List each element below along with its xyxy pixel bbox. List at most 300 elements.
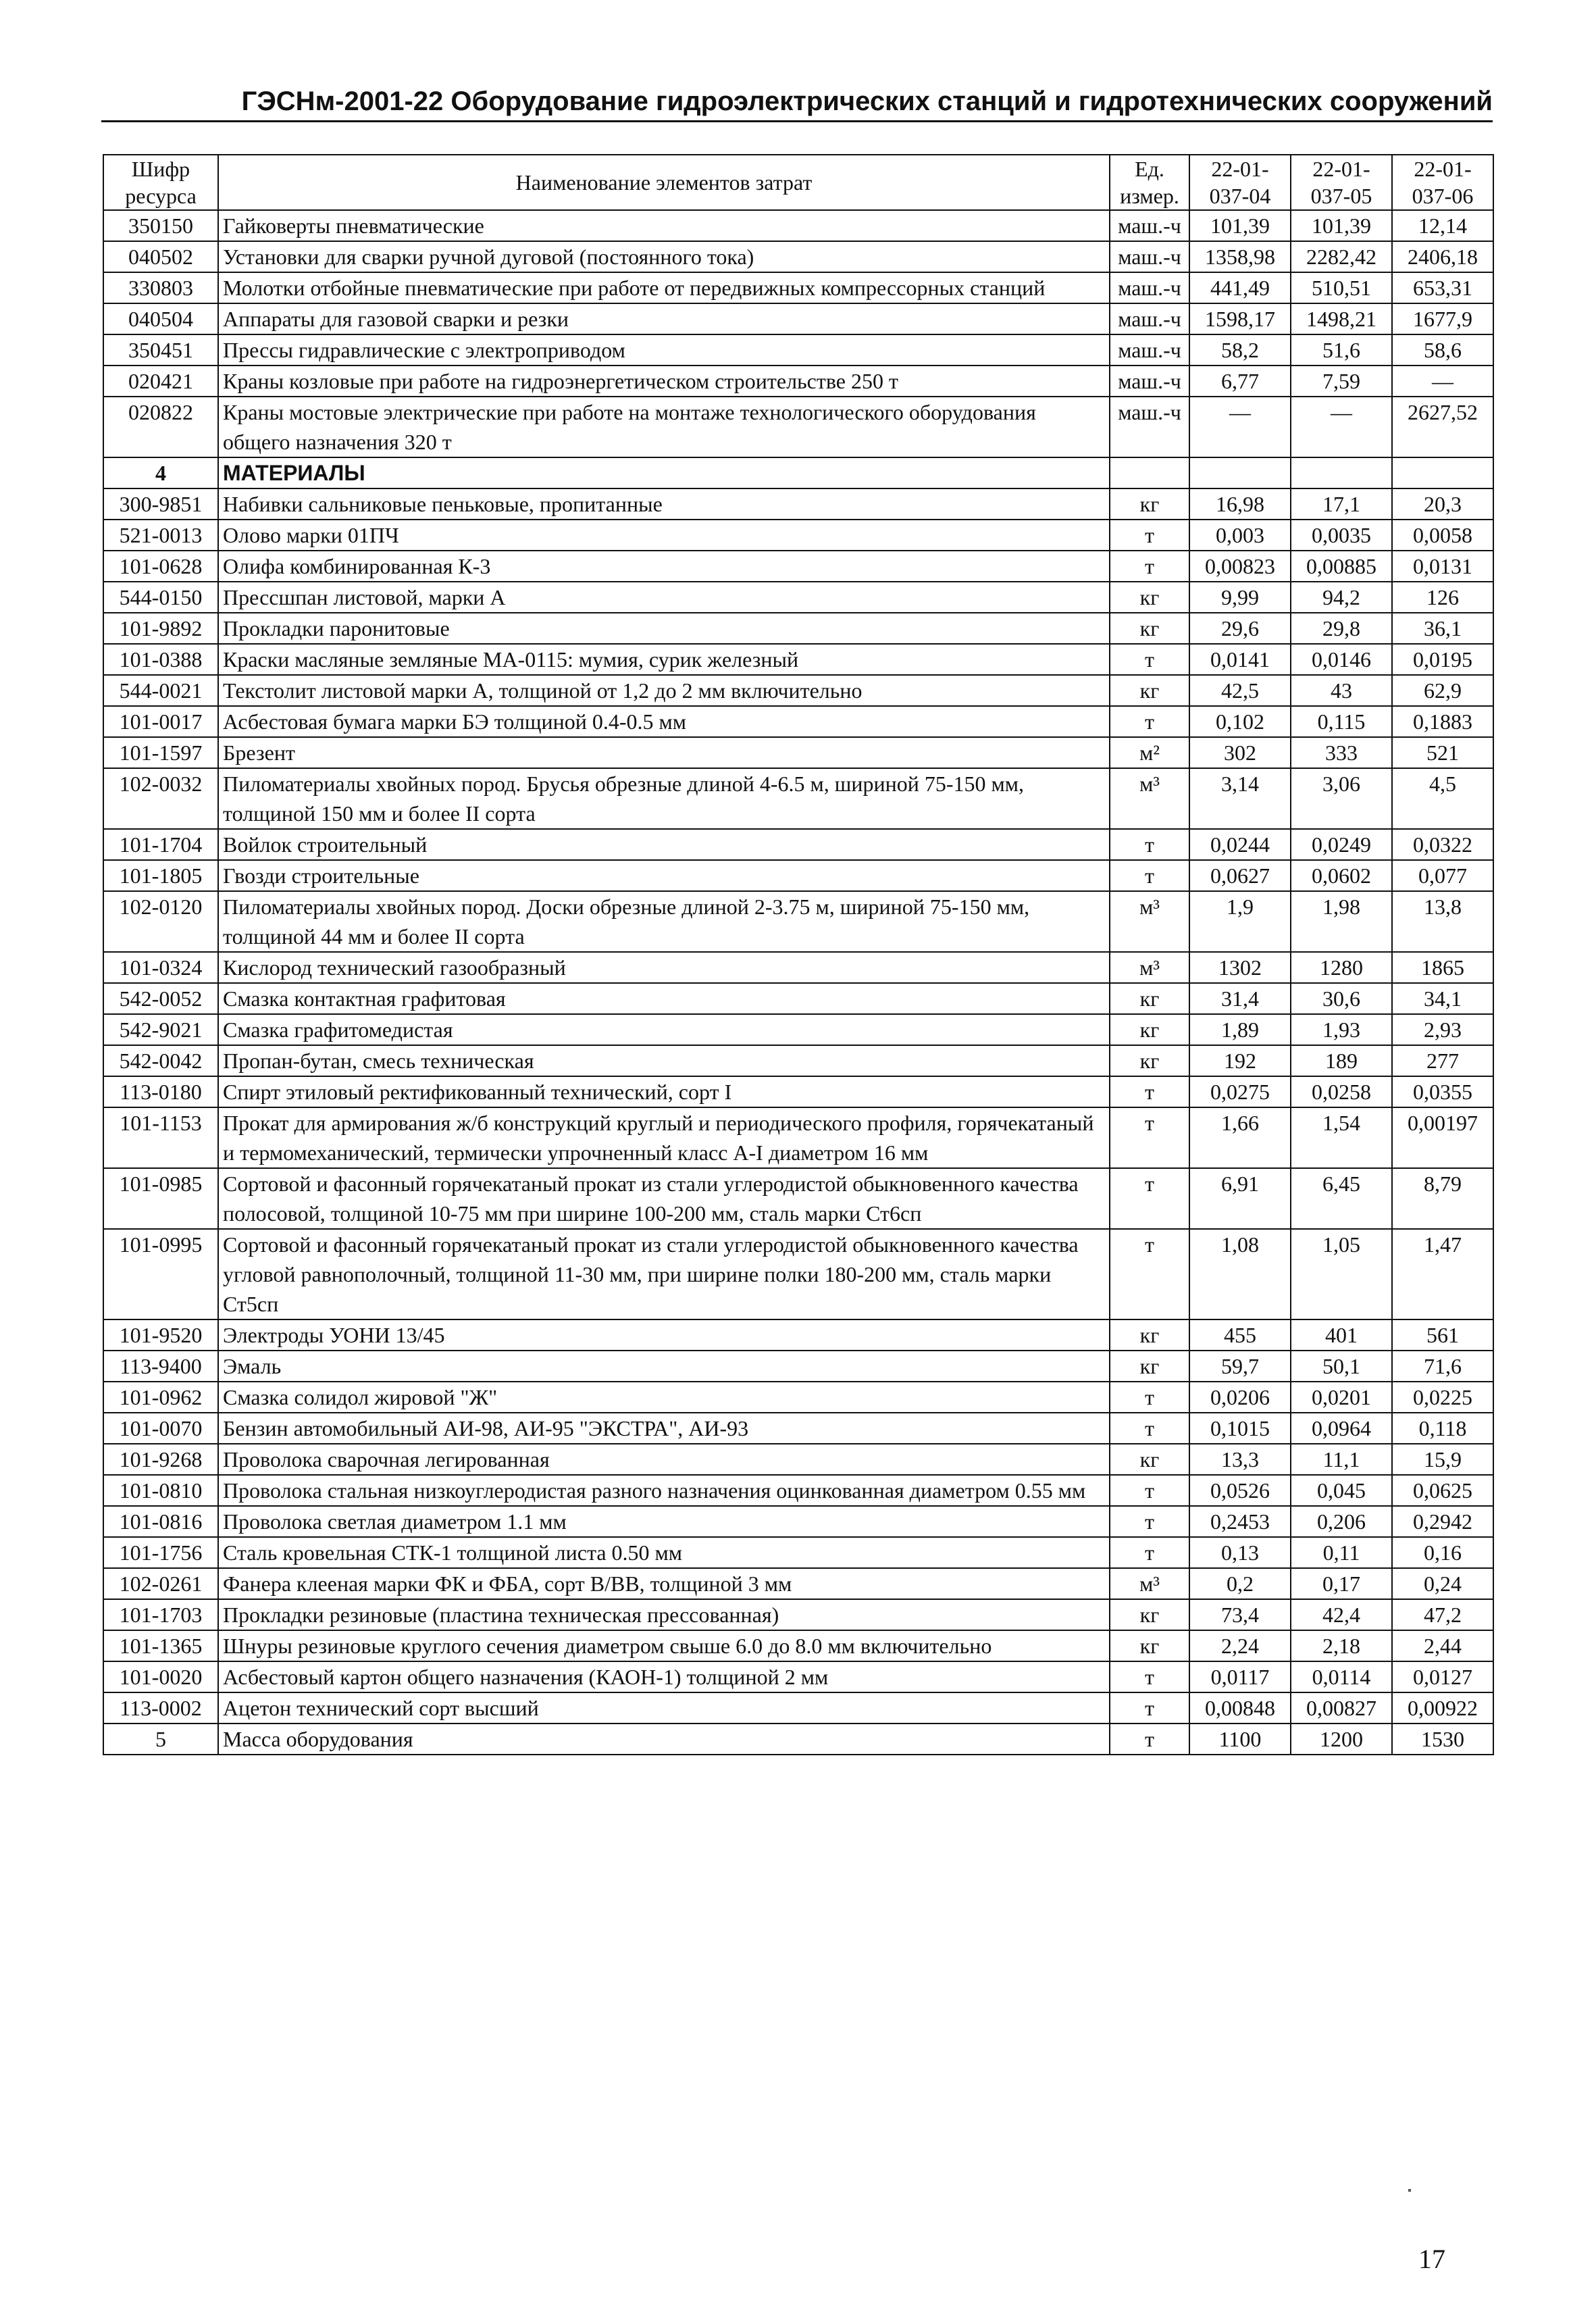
resource-name: Проволока светлая диаметром 1.1 мм (218, 1506, 1110, 1537)
value-037-04: 0,0117 (1189, 1661, 1291, 1692)
table-row (103, 520, 1493, 551)
header-unit-line2: измер. (1120, 184, 1179, 208)
table-row (103, 983, 1493, 1014)
value-037-04: 58,2 (1189, 334, 1291, 366)
page-number: 17 (1418, 2244, 1445, 2274)
value-037-06: 0,00197 (1392, 1107, 1493, 1168)
value-037-04: 6,91 (1189, 1168, 1291, 1229)
value-037-05: 42,4 (1291, 1599, 1392, 1630)
table-body (103, 210, 1493, 1755)
resource-code: 101-1365 (103, 1630, 218, 1661)
resource-code: 101-1805 (103, 860, 218, 891)
resource-name: Установки для сварки ручной дуговой (постоянного тока) (218, 241, 1110, 272)
table-row (103, 860, 1493, 891)
value-037-04 (1189, 457, 1291, 488)
value-037-04: 42,5 (1189, 675, 1291, 706)
value-037-04: 3,14 (1189, 768, 1291, 829)
resource-code: 542-9021 (103, 1014, 218, 1045)
value-037-04: 455 (1189, 1319, 1291, 1351)
value-037-05: 1200 (1291, 1724, 1392, 1755)
table-row (103, 303, 1493, 334)
value-037-04: 192 (1189, 1045, 1291, 1076)
resource-code: 101-0017 (103, 706, 218, 737)
value-037-05: 0,0201 (1291, 1382, 1392, 1413)
resource-name: Олифа комбинированная К-3 (218, 551, 1110, 582)
table-row (103, 272, 1493, 303)
resource-name: Шнуры резиновые круглого сечения диаметром свыше 6.0 до 8.0 мм включительно (218, 1630, 1110, 1661)
resource-name: Краны козловые при работе на гидроэнергетическом строительстве 250 т (218, 366, 1110, 397)
value-037-04: 29,6 (1189, 613, 1291, 644)
value-037-05: 0,115 (1291, 706, 1392, 737)
resource-name: Аппараты для газовой сварки и резки (218, 303, 1110, 334)
table-row (103, 1168, 1493, 1229)
table-row (103, 1537, 1493, 1568)
value-037-04: 73,4 (1189, 1599, 1291, 1630)
resource-name: Прессшпан листовой, марки А (218, 582, 1110, 613)
header-rule (101, 120, 1493, 122)
value-037-05: 189 (1291, 1045, 1392, 1076)
table-row (103, 1630, 1493, 1661)
value-037-05: 0,00827 (1291, 1692, 1392, 1724)
header-unit-line1: Ед. (1135, 157, 1164, 181)
value-037-05: 2282,42 (1291, 241, 1392, 272)
resource-name: Масса оборудования (218, 1724, 1110, 1755)
value-037-04: 59,7 (1189, 1351, 1291, 1382)
value-037-04: 0,102 (1189, 706, 1291, 737)
resource-code: 101-0070 (103, 1413, 218, 1444)
resource-code: 101-1153 (103, 1107, 218, 1168)
resource-code: 113-0002 (103, 1692, 218, 1724)
resource-unit: т (1110, 520, 1189, 551)
table-row (103, 1661, 1493, 1692)
resource-unit: кг (1110, 1351, 1189, 1382)
value-037-05: 1,98 (1291, 891, 1392, 952)
value-037-05: 2,18 (1291, 1630, 1392, 1661)
header-col2-line2: 037-05 (1310, 184, 1372, 208)
resource-name: Сортовой и фасонный горячекатаный прокат из стали углеродистой обыкновенного качества угловой равнополочный, толщиной 11-30 мм, при ширине полки 180-200 мм, сталь марки Ст5сп (218, 1229, 1110, 1319)
resource-name: Бензин автомобильный АИ-98, АИ-95 "ЭКСТРА", АИ-93 (218, 1413, 1110, 1444)
resource-unit: кг (1110, 675, 1189, 706)
resource-unit: т (1110, 1076, 1189, 1107)
value-037-04: 31,4 (1189, 983, 1291, 1014)
value-037-04: 0,2453 (1189, 1506, 1291, 1537)
table-row (103, 1351, 1493, 1382)
resource-unit: маш.-ч (1110, 303, 1189, 334)
value-037-06: 1677,9 (1392, 303, 1493, 334)
resource-code: 350451 (103, 334, 218, 366)
resource-name: Смазка контактная графитовая (218, 983, 1110, 1014)
value-037-05: 0,17 (1291, 1568, 1392, 1599)
table-row (103, 1319, 1493, 1351)
value-037-06: 15,9 (1392, 1444, 1493, 1475)
header-unit (1110, 155, 1189, 210)
value-037-05: 0,0602 (1291, 860, 1392, 891)
table-row (103, 1724, 1493, 1755)
table-row (103, 551, 1493, 582)
resource-code: 101-0995 (103, 1229, 218, 1319)
value-037-04: 1,9 (1189, 891, 1291, 952)
resource-name: Смазка графитомедистая (218, 1014, 1110, 1045)
value-037-05: 11,1 (1291, 1444, 1392, 1475)
resource-name: Прокат для армирования ж/б конструкций круглый и периодического профиля, горячекатаный и термомеханический, термически упрочненный класс А-I диаметром 16 мм (218, 1107, 1110, 1168)
resource-unit: т (1110, 1382, 1189, 1413)
resource-name: Сортовой и фасонный горячекатаный прокат из стали углеродистой обыкновенного качества полосовой, толщиной 10-75 мм при ширине 100-200 мм, сталь марки Ст6сп (218, 1168, 1110, 1229)
table-row (103, 1014, 1493, 1045)
value-037-04: — (1189, 397, 1291, 457)
value-037-06: 0,0625 (1392, 1475, 1493, 1506)
resource-unit: маш.-ч (1110, 210, 1189, 241)
resource-code: 101-1756 (103, 1537, 218, 1568)
resource-name: Эмаль (218, 1351, 1110, 1382)
table-row (103, 1107, 1493, 1168)
resource-name: Олово марки 01ПЧ (218, 520, 1110, 551)
value-037-06: 2627,52 (1392, 397, 1493, 457)
value-037-05: 3,06 (1291, 768, 1392, 829)
value-037-05: 1,05 (1291, 1229, 1392, 1319)
resource-name: Сталь кровельная СТК-1 толщиной листа 0.50 мм (218, 1537, 1110, 1568)
value-037-04: 0,003 (1189, 520, 1291, 551)
table-row (103, 366, 1493, 397)
resource-code: 101-1703 (103, 1599, 218, 1630)
value-037-05: 0,0258 (1291, 1076, 1392, 1107)
resource-code: 521-0013 (103, 520, 218, 551)
value-037-06: 47,2 (1392, 1599, 1493, 1630)
value-037-04: 6,77 (1189, 366, 1291, 397)
value-037-04: 2,24 (1189, 1630, 1291, 1661)
value-037-05: 1280 (1291, 952, 1392, 983)
value-037-06: 0,1883 (1392, 706, 1493, 737)
value-037-06: 0,0131 (1392, 551, 1493, 582)
value-037-04: 0,13 (1189, 1537, 1291, 1568)
resource-code: 101-1704 (103, 829, 218, 860)
table-section-row (103, 457, 1493, 488)
resource-code: 101-1597 (103, 737, 218, 768)
value-037-05: 1498,21 (1291, 303, 1392, 334)
value-037-06: 1530 (1392, 1724, 1493, 1755)
header-col3-line1: 22-01- (1414, 157, 1472, 181)
value-037-06: 277 (1392, 1045, 1493, 1076)
value-037-06: 2406,18 (1392, 241, 1493, 272)
resource-unit: т (1110, 1692, 1189, 1724)
table-row (103, 1475, 1493, 1506)
value-037-05: 0,0964 (1291, 1413, 1392, 1444)
resource-code: 101-0962 (103, 1382, 218, 1413)
resource-code: 4 (103, 457, 218, 488)
resource-unit: кг (1110, 1444, 1189, 1475)
table-row (103, 1076, 1493, 1107)
resource-code: 5 (103, 1724, 218, 1755)
value-037-06: 8,79 (1392, 1168, 1493, 1229)
resource-unit: кг (1110, 1045, 1189, 1076)
value-037-04: 0,1015 (1189, 1413, 1291, 1444)
value-037-06: 0,0058 (1392, 520, 1493, 551)
resource-code: 101-0324 (103, 952, 218, 983)
header-col3-line2: 037-06 (1412, 184, 1474, 208)
resource-unit: кг (1110, 488, 1189, 520)
table-row (103, 1413, 1493, 1444)
table-row (103, 1599, 1493, 1630)
value-037-06: 0,0322 (1392, 829, 1493, 860)
resource-unit: т (1110, 1413, 1189, 1444)
resource-name: Пиломатериалы хвойных пород. Брусья обрезные длиной 4-6.5 м, шириной 75-150 мм, толщиной 150 мм и более II сорта (218, 768, 1110, 829)
table-header-row (103, 155, 1493, 210)
resource-name: Пропан-бутан, смесь техническая (218, 1045, 1110, 1076)
value-037-06: 1865 (1392, 952, 1493, 983)
resource-name: Пиломатериалы хвойных пород. Доски обрезные длиной 2-3.75 м, шириной 75-150 мм, толщиной 44 мм и более II сорта (218, 891, 1110, 952)
table-row (103, 1045, 1493, 1076)
resource-name: Проволока стальная низкоуглеродистая разного назначения оцинкованная диаметром 0.55 мм (218, 1475, 1110, 1506)
resource-name: Набивки сальниковые пеньковые, пропитанные (218, 488, 1110, 520)
resource-code: 101-9520 (103, 1319, 218, 1351)
value-037-05: 17,1 (1291, 488, 1392, 520)
value-037-05: 333 (1291, 737, 1392, 768)
resource-code: 544-0021 (103, 675, 218, 706)
value-037-04: 1,66 (1189, 1107, 1291, 1168)
resource-unit: м² (1110, 737, 1189, 768)
resource-code: 101-0985 (103, 1168, 218, 1229)
resource-code: 300-9851 (103, 488, 218, 520)
page-header-title: ГЭСНм-2001-22 Оборудование гидроэлектрических станций и гидротехнических сооружений (241, 86, 1493, 116)
header-code (103, 155, 218, 210)
value-037-06: 126 (1392, 582, 1493, 613)
resource-code: 101-0810 (103, 1475, 218, 1506)
resource-name: Молотки отбойные пневматические при работе от передвижных компрессорных станций (218, 272, 1110, 303)
value-037-04: 101,39 (1189, 210, 1291, 241)
resource-code: 101-9268 (103, 1444, 218, 1475)
value-037-05: 94,2 (1291, 582, 1392, 613)
value-037-05: 0,206 (1291, 1506, 1392, 1537)
resource-name: Текстолит листовой марки А, толщиной от 1,2 до 2 мм включительно (218, 675, 1110, 706)
resource-unit (1110, 457, 1189, 488)
resource-code: 020421 (103, 366, 218, 397)
resource-unit: маш.-ч (1110, 272, 1189, 303)
resource-unit: т (1110, 1168, 1189, 1229)
table-row (103, 1382, 1493, 1413)
table-row (103, 952, 1493, 983)
resource-unit: маш.-ч (1110, 397, 1189, 457)
resource-unit: т (1110, 1537, 1189, 1568)
value-037-06: 12,14 (1392, 210, 1493, 241)
table-row (103, 1444, 1493, 1475)
value-037-05: 0,00885 (1291, 551, 1392, 582)
value-037-05: 0,0114 (1291, 1661, 1392, 1692)
table-row (103, 768, 1493, 829)
value-037-06: 58,6 (1392, 334, 1493, 366)
resource-unit: т (1110, 551, 1189, 582)
resource-unit: кг (1110, 613, 1189, 644)
resource-code: 102-0261 (103, 1568, 218, 1599)
value-037-06: 0,0225 (1392, 1382, 1493, 1413)
header-col1-line2: 037-04 (1209, 184, 1271, 208)
table-row (103, 891, 1493, 952)
value-037-04: 0,0244 (1189, 829, 1291, 860)
resource-code: 102-0032 (103, 768, 218, 829)
value-037-05: 101,39 (1291, 210, 1392, 241)
resource-name: Проволока сварочная легированная (218, 1444, 1110, 1475)
value-037-04: 16,98 (1189, 488, 1291, 520)
value-037-06: — (1392, 366, 1493, 397)
value-037-04: 1598,17 (1189, 303, 1291, 334)
resource-unit: т (1110, 1724, 1189, 1755)
value-037-06: 521 (1392, 737, 1493, 768)
resource-code: 040504 (103, 303, 218, 334)
value-037-04: 9,99 (1189, 582, 1291, 613)
resource-code: 113-9400 (103, 1351, 218, 1382)
value-037-05: 0,11 (1291, 1537, 1392, 1568)
resource-name: Гайковерты пневматические (218, 210, 1110, 241)
value-037-04: 1358,98 (1189, 241, 1291, 272)
value-037-06: 13,8 (1392, 891, 1493, 952)
value-037-05: 50,1 (1291, 1351, 1392, 1382)
resource-code: 330803 (103, 272, 218, 303)
resource-name: Смазка солидол жировой "Ж" (218, 1382, 1110, 1413)
value-037-05 (1291, 457, 1392, 488)
resource-code: 350150 (103, 210, 218, 241)
resource-unit: т (1110, 1661, 1189, 1692)
value-037-05: 29,8 (1291, 613, 1392, 644)
value-037-04: 0,2 (1189, 1568, 1291, 1599)
value-037-06: 0,0195 (1392, 644, 1493, 675)
table-row (103, 334, 1493, 366)
header-col2 (1291, 155, 1392, 210)
value-037-04: 1302 (1189, 952, 1291, 983)
value-037-06: 36,1 (1392, 613, 1493, 644)
value-037-05: 1,54 (1291, 1107, 1392, 1168)
value-037-05: 0,0146 (1291, 644, 1392, 675)
resource-unit: кг (1110, 1319, 1189, 1351)
resource-unit: кг (1110, 983, 1189, 1014)
resource-name: Прокладки резиновые (пластина техническая прессованная) (218, 1599, 1110, 1630)
resource-name: Прокладки паронитовые (218, 613, 1110, 644)
resource-unit: маш.-ч (1110, 241, 1189, 272)
value-037-05: 0,0249 (1291, 829, 1392, 860)
resource-unit: т (1110, 1229, 1189, 1319)
value-037-04: 0,0141 (1189, 644, 1291, 675)
value-037-04: 0,0206 (1189, 1382, 1291, 1413)
value-037-04: 0,0275 (1189, 1076, 1291, 1107)
resource-unit: т (1110, 644, 1189, 675)
value-037-06: 0,0355 (1392, 1076, 1493, 1107)
value-037-06: 0,077 (1392, 860, 1493, 891)
table-row (103, 1692, 1493, 1724)
table-row (103, 488, 1493, 520)
resource-code: 040502 (103, 241, 218, 272)
resource-name: Электроды УОНИ 13/45 (218, 1319, 1110, 1351)
resource-name: Асбестовая бумага марки БЭ толщиной 0.4-0.5 мм (218, 706, 1110, 737)
resource-name: Прессы гидравлические с электроприводом (218, 334, 1110, 366)
value-037-05: 6,45 (1291, 1168, 1392, 1229)
table-row (103, 1568, 1493, 1599)
resource-code: 542-0042 (103, 1045, 218, 1076)
value-037-05: 0,045 (1291, 1475, 1392, 1506)
header-name: Наименование элементов затрат (218, 155, 1110, 210)
value-037-05: — (1291, 397, 1392, 457)
value-037-04: 1,89 (1189, 1014, 1291, 1045)
table-row (103, 737, 1493, 768)
value-037-04: 441,49 (1189, 272, 1291, 303)
value-037-05: 7,59 (1291, 366, 1392, 397)
header-col2-line1: 22-01- (1312, 157, 1370, 181)
resource-code: 101-0628 (103, 551, 218, 582)
table-row (103, 1229, 1493, 1319)
resource-unit: т (1110, 1506, 1189, 1537)
scan-dot (1408, 2189, 1411, 2192)
value-037-06: 1,47 (1392, 1229, 1493, 1319)
value-037-04: 0,0526 (1189, 1475, 1291, 1506)
table-row (103, 241, 1493, 272)
table-row (103, 613, 1493, 644)
value-037-06: 62,9 (1392, 675, 1493, 706)
resource-code: 020822 (103, 397, 218, 457)
resource-name: Краны мостовые электрические при работе на монтаже технологического оборудования общего назначения 320 т (218, 397, 1110, 457)
resource-name: Ацетон технический сорт высший (218, 1692, 1110, 1724)
value-037-06 (1392, 457, 1493, 488)
resource-code: 542-0052 (103, 983, 218, 1014)
resource-code: 101-0816 (103, 1506, 218, 1537)
resource-unit: т (1110, 1475, 1189, 1506)
resource-unit: т (1110, 1107, 1189, 1168)
resource-unit: кг (1110, 1014, 1189, 1045)
value-037-06: 34,1 (1392, 983, 1493, 1014)
resource-table (103, 154, 1494, 1755)
value-037-05: 510,51 (1291, 272, 1392, 303)
resource-code: 101-0020 (103, 1661, 218, 1692)
resource-unit: кг (1110, 582, 1189, 613)
value-037-06: 2,93 (1392, 1014, 1493, 1045)
resource-name: МАТЕРИАЛЫ (218, 457, 1110, 488)
value-037-06: 20,3 (1392, 488, 1493, 520)
resource-unit: т (1110, 860, 1189, 891)
value-037-05: 51,6 (1291, 334, 1392, 366)
table-row (103, 397, 1493, 457)
value-037-06: 4,5 (1392, 768, 1493, 829)
value-037-06: 0,00922 (1392, 1692, 1493, 1724)
resource-unit: кг (1110, 1599, 1189, 1630)
value-037-05: 30,6 (1291, 983, 1392, 1014)
value-037-06: 2,44 (1392, 1630, 1493, 1661)
value-037-06: 0,16 (1392, 1537, 1493, 1568)
value-037-05: 1,93 (1291, 1014, 1392, 1045)
header-col1 (1189, 155, 1291, 210)
table-row (103, 706, 1493, 737)
value-037-06: 0,2942 (1392, 1506, 1493, 1537)
header-col1-line1: 22-01- (1211, 157, 1269, 181)
resource-unit: м³ (1110, 952, 1189, 983)
resource-name: Гвозди строительные (218, 860, 1110, 891)
resource-code: 101-9892 (103, 613, 218, 644)
value-037-04: 0,00848 (1189, 1692, 1291, 1724)
resource-unit: м³ (1110, 891, 1189, 952)
resource-code: 102-0120 (103, 891, 218, 952)
resource-code: 544-0150 (103, 582, 218, 613)
value-037-04: 1100 (1189, 1724, 1291, 1755)
header-code-line1: Шифр (131, 157, 190, 181)
value-037-05: 401 (1291, 1319, 1392, 1351)
resource-unit: т (1110, 706, 1189, 737)
resource-name: Спирт этиловый ректификованный технический, сорт I (218, 1076, 1110, 1107)
resource-unit: т (1110, 829, 1189, 860)
table-row (103, 675, 1493, 706)
table-row (103, 210, 1493, 241)
value-037-06: 0,24 (1392, 1568, 1493, 1599)
value-037-04: 0,0627 (1189, 860, 1291, 891)
resource-name: Войлок строительный (218, 829, 1110, 860)
value-037-05: 0,0035 (1291, 520, 1392, 551)
value-037-04: 1,08 (1189, 1229, 1291, 1319)
table-row (103, 1506, 1493, 1537)
header-code-line2: ресурса (125, 184, 197, 208)
value-037-04: 13,3 (1189, 1444, 1291, 1475)
